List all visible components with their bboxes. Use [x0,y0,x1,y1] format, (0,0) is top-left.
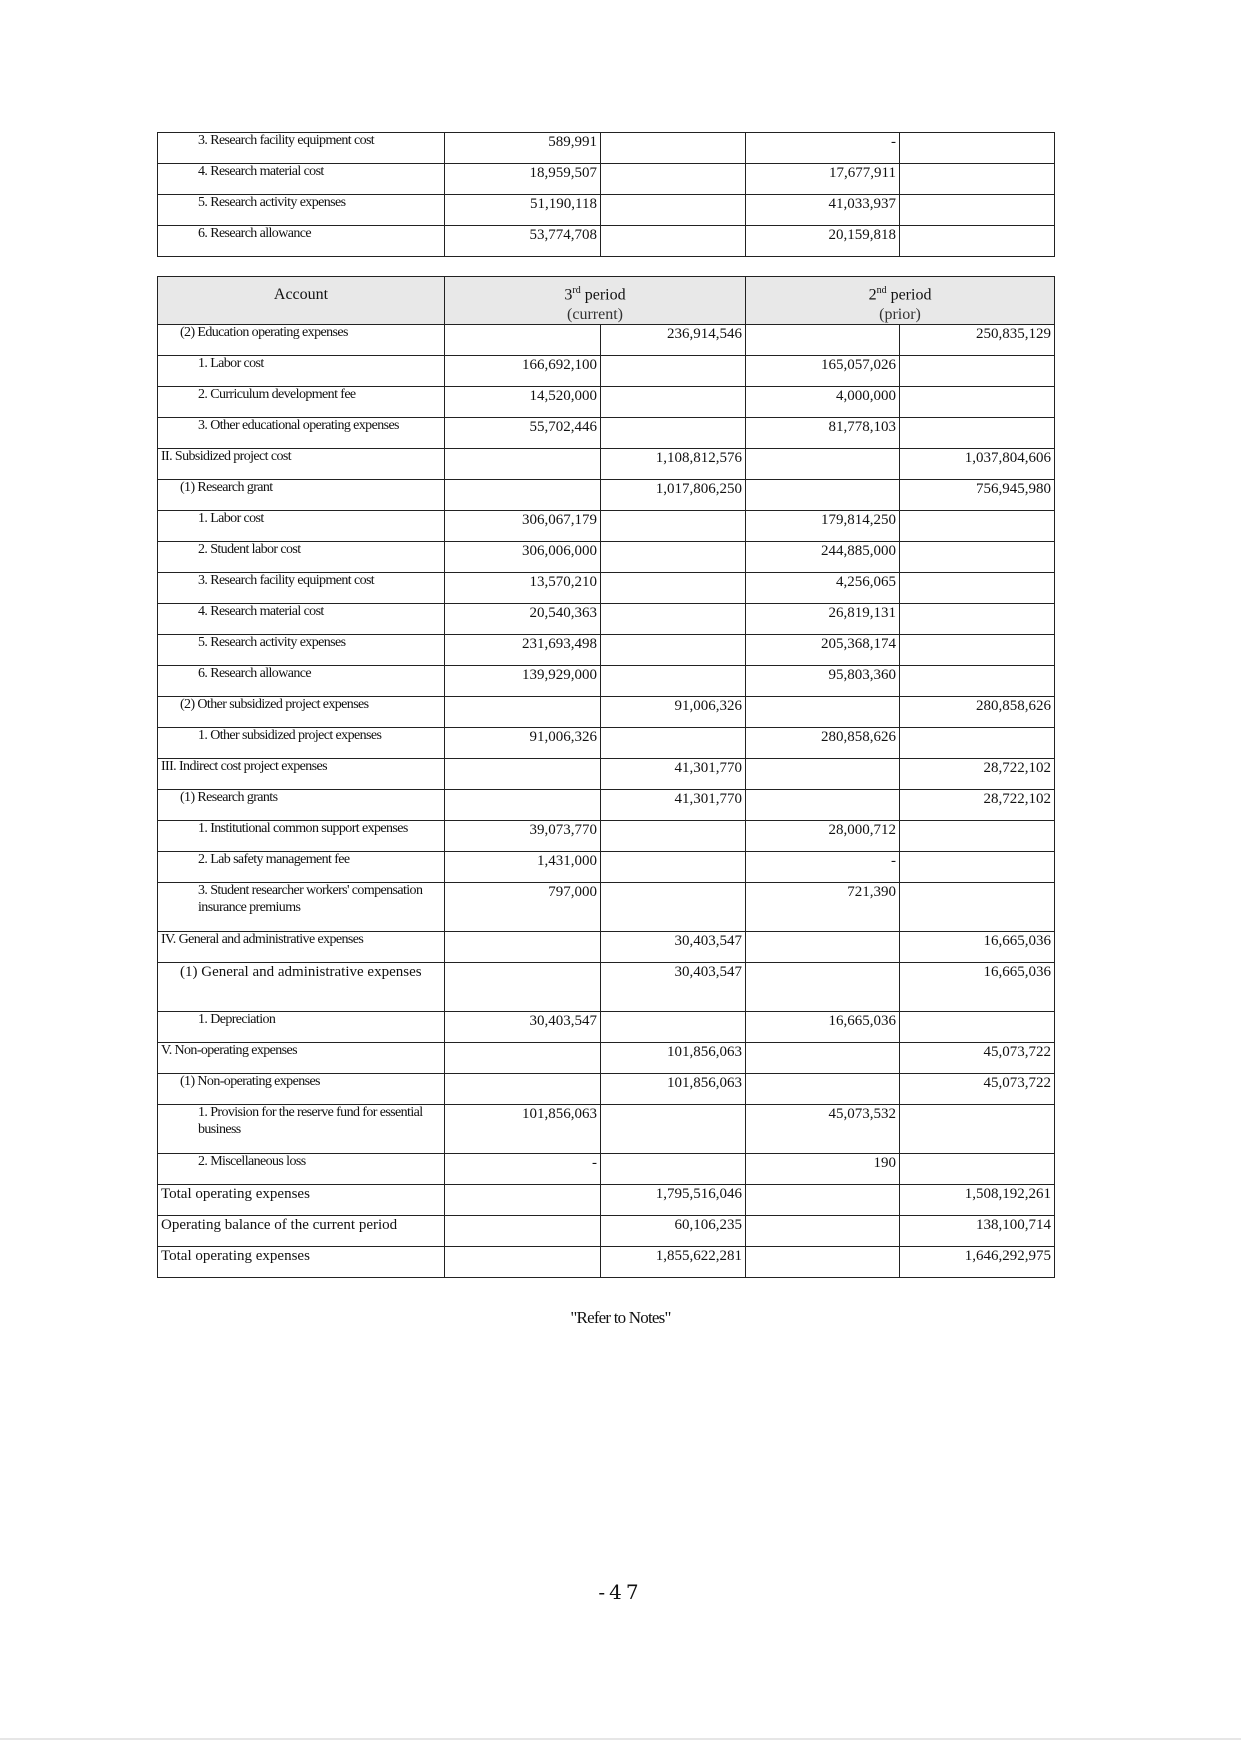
current-total-value: 30,403,547 [601,962,746,1011]
current-detail-value [445,1246,601,1277]
current-detail-value [445,931,601,962]
current-detail-value: 53,774,708 [445,226,601,257]
row-label: 4. Research material cost [158,603,445,634]
table-row [158,1153,1055,1184]
current-detail-value: 13,570,210 [445,572,601,603]
prior-total-value [900,541,1055,572]
prior-detail-value [746,696,900,727]
table-row [158,355,1055,386]
bottom-divider [0,1738,1241,1740]
prior-total-value [900,195,1055,226]
current-period-header: 3rd period (current) [445,277,746,325]
page-number: -47 [598,1580,643,1604]
row-label: 1. Institutional common support expenses [158,820,445,851]
row-label: (1) Non-operating expenses [158,1073,445,1104]
current-total-value: 91,006,326 [601,696,746,727]
table-row [158,931,1055,962]
table-row [158,634,1055,665]
current-detail-value [445,758,601,789]
table-row [158,572,1055,603]
prior-detail-value: 205,368,174 [746,634,900,665]
prior-period-header: 2nd period (prior) [746,277,1055,325]
row-label: 6. Research allowance [158,226,445,257]
prior-total-value: 16,665,036 [900,962,1055,1011]
table-row [158,603,1055,634]
refer-to-notes: "Refer to Notes" [570,1308,671,1327]
prior-detail-value [746,1042,900,1073]
current-detail-value: 51,190,118 [445,195,601,226]
prior-total-value: 28,722,102 [900,758,1055,789]
prior-total-value: 250,835,129 [900,324,1055,355]
prior-total-value: 138,100,714 [900,1215,1055,1246]
table-row [158,1184,1055,1215]
prior-total-value: 1,646,292,975 [900,1246,1055,1277]
table-row [158,1042,1055,1073]
prior-detail-value: 45,073,532 [746,1104,900,1153]
prior-detail-value [746,479,900,510]
current-total-value [601,355,746,386]
current-detail-value: 55,702,446 [445,417,601,448]
header-row [158,277,1055,325]
current-detail-value [445,789,601,820]
prior-detail-value: 721,390 [746,882,900,931]
prior-detail-value [746,1073,900,1104]
row-label: 3. Research facility equipment cost [158,133,445,164]
prior-total-value: 45,073,722 [900,1073,1055,1104]
prior-total-value [900,355,1055,386]
current-detail-value: 20,540,363 [445,603,601,634]
table-row [158,195,1055,226]
current-total-value [601,1104,746,1153]
prior-total-value: 16,665,036 [900,931,1055,962]
table-row [158,448,1055,479]
prior-total-value [900,417,1055,448]
current-detail-value: 166,692,100 [445,355,601,386]
prior-total-value [900,226,1055,257]
prior-total-value [900,634,1055,665]
prior-detail-value [746,931,900,962]
current-total-value [601,1011,746,1042]
prior-detail-value: 4,256,065 [746,572,900,603]
current-total-value: 1,855,622,281 [601,1246,746,1277]
prior-total-value [900,882,1055,931]
prior-total-value [900,1153,1055,1184]
prior-total-value [900,510,1055,541]
prior-detail-value [746,324,900,355]
row-label: 2. Curriculum development fee [158,386,445,417]
current-detail-value: 231,693,498 [445,634,601,665]
current-total-value [601,510,746,541]
row-label: IV. General and administrative expenses [158,931,445,962]
prior-total-value: 1,037,804,606 [900,448,1055,479]
table-row [158,727,1055,758]
prior-detail-value: 20,159,818 [746,226,900,257]
current-total-value: 41,301,770 [601,758,746,789]
prior-detail-value: 16,665,036 [746,1011,900,1042]
current-detail-value: 30,403,547 [445,1011,601,1042]
current-total-value [601,1153,746,1184]
prior-total-value [900,665,1055,696]
current-total-value [601,417,746,448]
current-total-value [601,226,746,257]
prior-detail-value [746,1215,900,1246]
row-label: 6. Research allowance [158,665,445,696]
account-header: Account [158,277,445,325]
row-label: (2) Other subsidized project expenses [158,696,445,727]
row-label: Total operating expenses [158,1246,445,1277]
row-label: (1) Research grants [158,789,445,820]
current-detail-value [445,1073,601,1104]
prior-detail-value: 190 [746,1153,900,1184]
current-total-value [601,164,746,195]
prior-detail-value: 179,814,250 [746,510,900,541]
current-total-value: 101,856,063 [601,1073,746,1104]
current-detail-value [445,479,601,510]
prior-detail-value: 165,057,026 [746,355,900,386]
current-total-value: 101,856,063 [601,1042,746,1073]
prior-detail-value [746,789,900,820]
table-row [158,479,1055,510]
prior-detail-value: 280,858,626 [746,727,900,758]
current-detail-value [445,1042,601,1073]
prior-total-value: 45,073,722 [900,1042,1055,1073]
table-row [158,1246,1055,1277]
prior-total-value [900,727,1055,758]
row-label: 2. Student labor cost [158,541,445,572]
prior-detail-value [746,1246,900,1277]
prior-detail-value [746,1184,900,1215]
prior-detail-value: 26,819,131 [746,603,900,634]
table-row [158,1215,1055,1246]
current-detail-value: 101,856,063 [445,1104,601,1153]
prior-detail-value [746,448,900,479]
prior-detail-value: 4,000,000 [746,386,900,417]
prior-detail-value: 28,000,712 [746,820,900,851]
current-total-value: 1,017,806,250 [601,479,746,510]
table-row [158,510,1055,541]
prior-total-value [900,386,1055,417]
prior-detail-value: - [746,851,900,882]
table-row [158,1104,1055,1153]
prior-total-value: 280,858,626 [900,696,1055,727]
current-detail-value: 306,006,000 [445,541,601,572]
row-label: (2) Education operating expenses [158,324,445,355]
table-row [158,386,1055,417]
prior-total-value [900,1104,1055,1153]
current-total-value [601,820,746,851]
prior-detail-value: 95,803,360 [746,665,900,696]
current-detail-value [445,324,601,355]
table-row [158,417,1055,448]
prior-detail-value: 41,033,937 [746,195,900,226]
row-label: 1. Depreciation [158,1011,445,1042]
table-row [158,962,1055,1011]
row-label: 4. Research material cost [158,164,445,195]
row-label: (1) Research grant [158,479,445,510]
current-detail-value: - [445,1153,601,1184]
current-detail-value: 1,431,000 [445,851,601,882]
prior-total-value: 756,945,980 [900,479,1055,510]
operating-expenses-table [157,276,1055,1278]
current-detail-value: 139,929,000 [445,665,601,696]
table-row [158,758,1055,789]
current-total-value [601,603,746,634]
row-label: 2. Lab safety management fee [158,851,445,882]
table-row [158,665,1055,696]
prior-total-value [900,1011,1055,1042]
current-total-value [601,882,746,931]
row-label: Operating balance of the current period [158,1215,445,1246]
row-label: Total operating expenses [158,1184,445,1215]
row-label: 1. Labor cost [158,355,445,386]
prior-detail-value [746,962,900,1011]
row-label: 3. Research facility equipment cost [158,572,445,603]
row-label: 3. Student researcher workers' compensation insurance premiums [158,882,445,931]
current-detail-value [445,962,601,1011]
current-total-value [601,572,746,603]
prior-total-value [900,603,1055,634]
current-detail-value [445,1215,601,1246]
current-total-value: 60,106,235 [601,1215,746,1246]
row-label: V. Non-operating expenses [158,1042,445,1073]
current-detail-value [445,696,601,727]
table-row [158,1073,1055,1104]
prior-detail-value: 17,677,911 [746,164,900,195]
table-row [158,696,1055,727]
current-detail-value: 589,991 [445,133,601,164]
prior-detail-value: 81,778,103 [746,417,900,448]
row-label: 3. Other educational operating expenses [158,417,445,448]
prior-detail-value [746,758,900,789]
row-label: 1. Labor cost [158,510,445,541]
row-label: (1) General and administrative expenses [158,962,445,1011]
current-total-value: 30,403,547 [601,931,746,962]
table-row [158,820,1055,851]
table-row [158,1011,1055,1042]
current-detail-value: 14,520,000 [445,386,601,417]
current-total-value [601,665,746,696]
current-detail-value: 797,000 [445,882,601,931]
prior-detail-value: - [746,133,900,164]
row-label: 5. Research activity expenses [158,195,445,226]
prior-total-value [900,572,1055,603]
current-detail-value: 18,959,507 [445,164,601,195]
table-row [158,226,1055,257]
current-total-value [601,195,746,226]
current-detail-value: 306,067,179 [445,510,601,541]
current-total-value [601,634,746,665]
table-row [158,164,1055,195]
current-total-value [601,851,746,882]
table-row [158,541,1055,572]
current-total-value: 41,301,770 [601,789,746,820]
current-detail-value [445,448,601,479]
row-label: 1. Provision for the reserve fund for essential business [158,1104,445,1153]
prior-total-value: 28,722,102 [900,789,1055,820]
prior-total-value: 1,508,192,261 [900,1184,1055,1215]
table-row [158,882,1055,931]
current-detail-value: 91,006,326 [445,727,601,758]
current-total-value [601,386,746,417]
prior-total-value [900,820,1055,851]
current-detail-value [445,1184,601,1215]
row-label: 5. Research activity expenses [158,634,445,665]
prior-total-value [900,133,1055,164]
table-row [158,789,1055,820]
current-total-value: 1,108,812,576 [601,448,746,479]
row-label: 2. Miscellaneous loss [158,1153,445,1184]
row-label: 1. Other subsidized project expenses [158,727,445,758]
current-total-value: 236,914,546 [601,324,746,355]
current-detail-value: 39,073,770 [445,820,601,851]
prior-total-value [900,851,1055,882]
table-row [158,133,1055,164]
current-total-value [601,541,746,572]
prior-total-value [900,164,1055,195]
row-label: II. Subsidized project cost [158,448,445,479]
table-row [158,851,1055,882]
current-total-value: 1,795,516,046 [601,1184,746,1215]
prior-detail-value: 244,885,000 [746,541,900,572]
current-total-value [601,133,746,164]
table-row [158,324,1055,355]
row-label: III. Indirect cost project expenses [158,758,445,789]
current-total-value [601,727,746,758]
continued-expenses-table [157,132,1055,257]
